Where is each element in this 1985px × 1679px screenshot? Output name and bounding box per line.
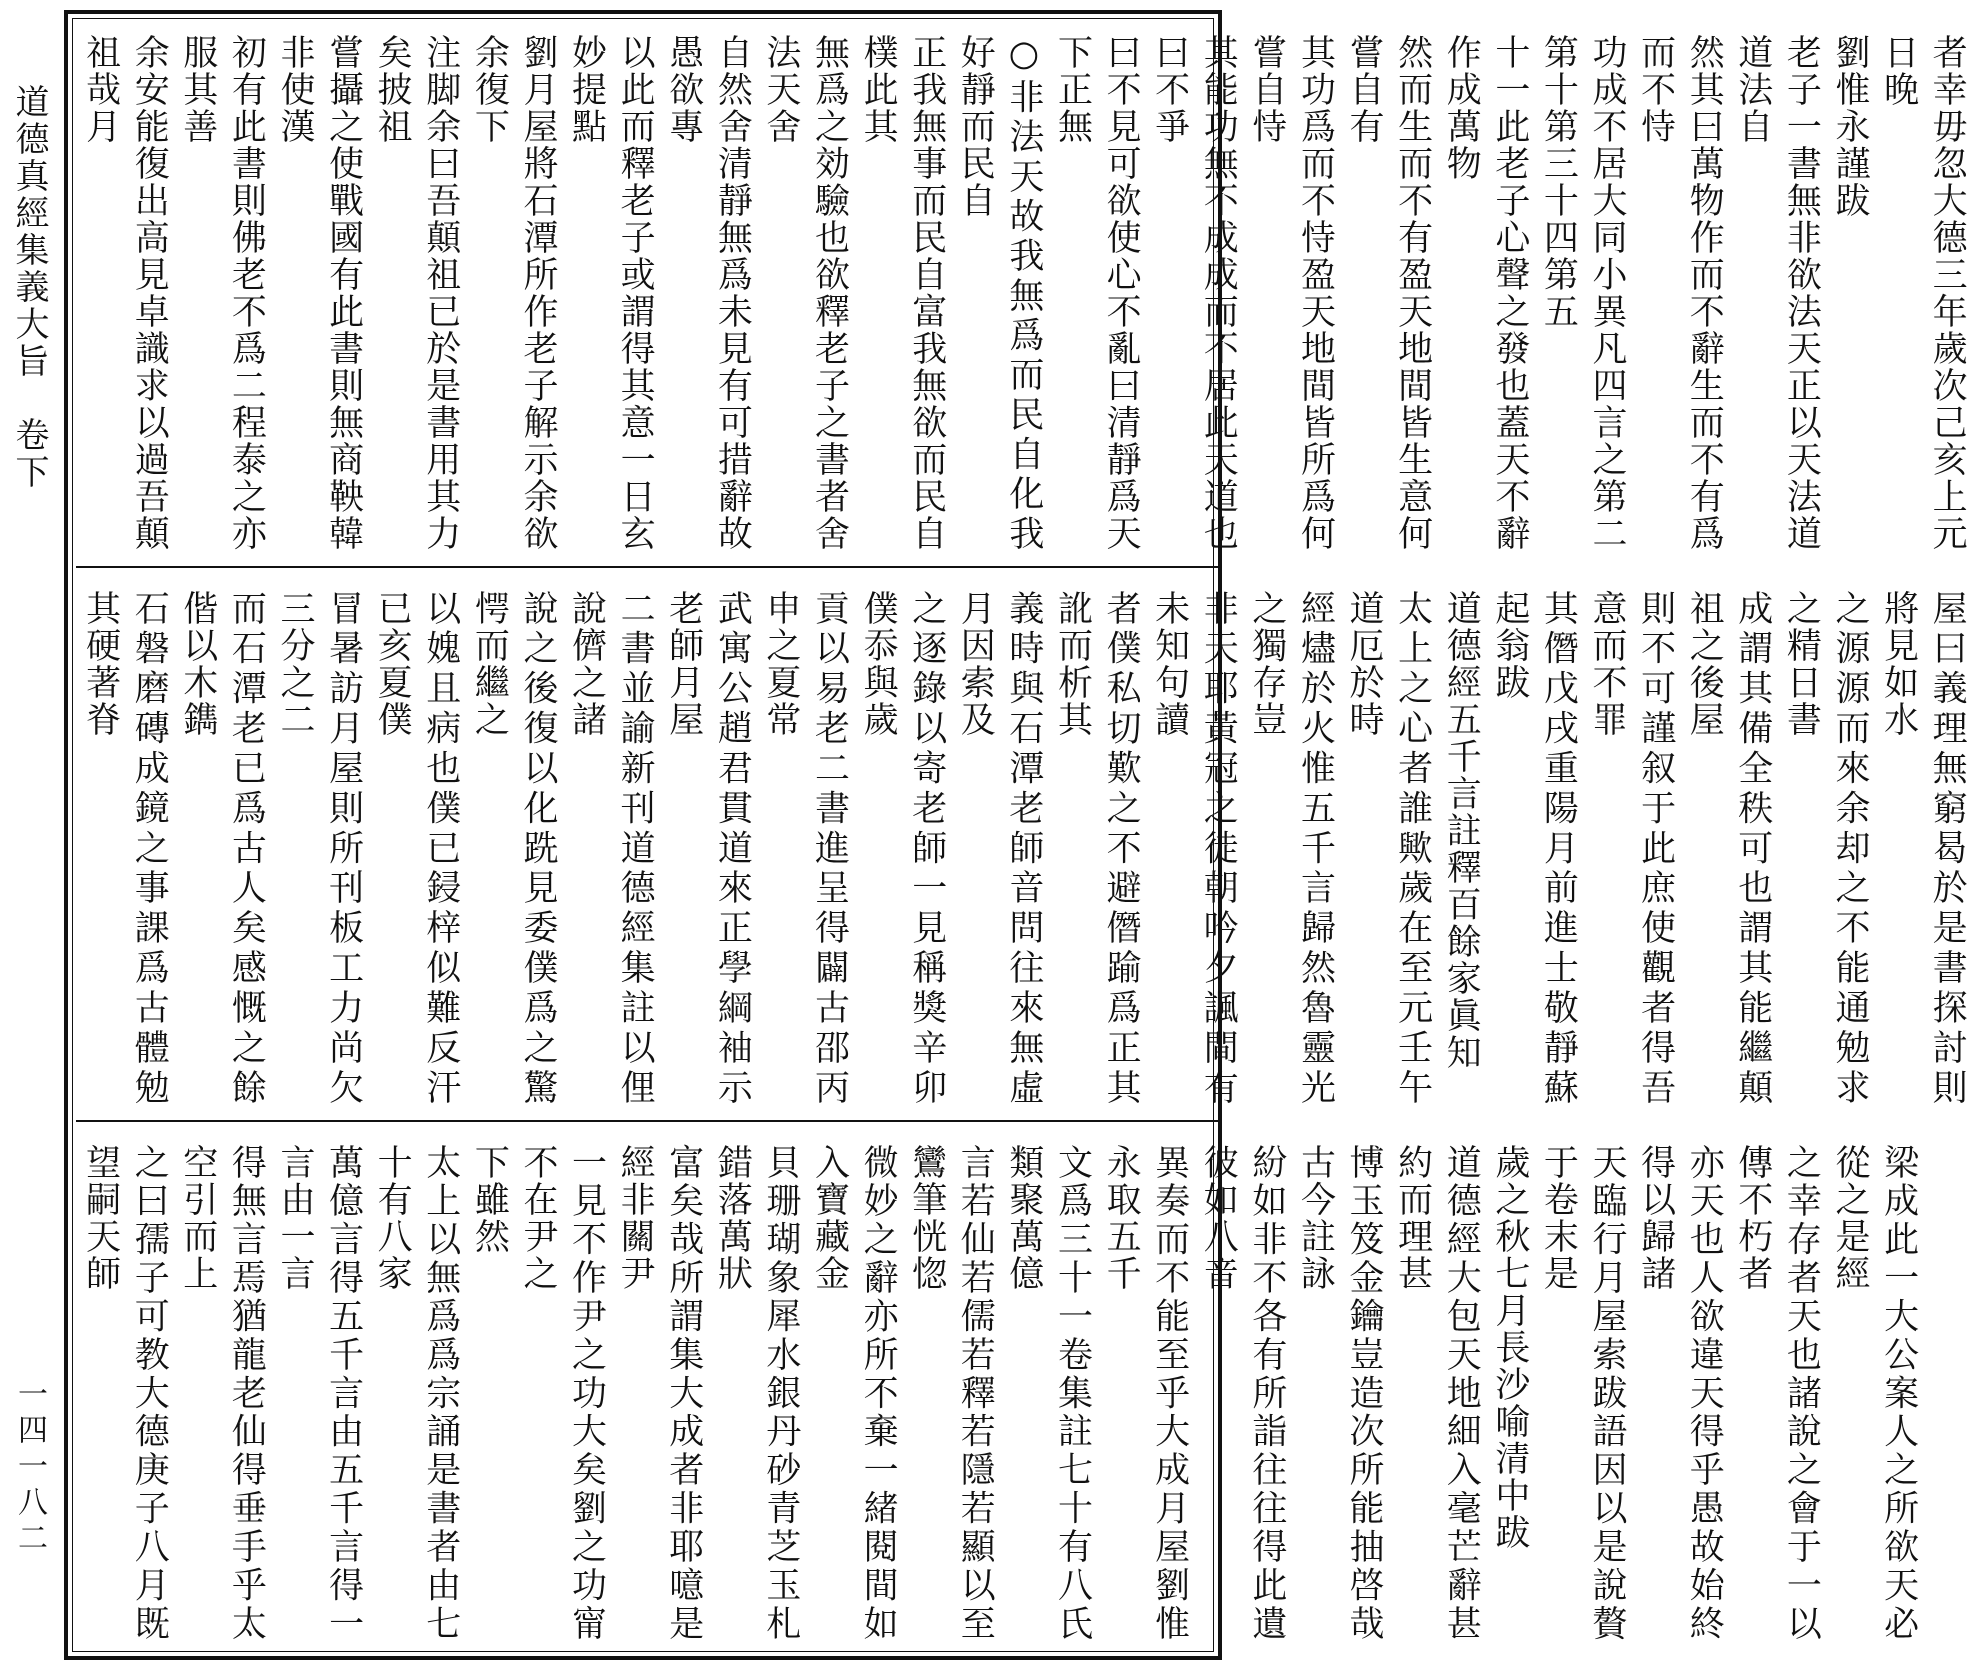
text-column: 武寓公趙君貫道來正學綱袖示老師月屋 — [663, 590, 753, 1106]
register-middle-text — [76, 576, 1985, 1114]
text-column: 無爲之効驗也欲釋老子之書者舍法天舍 — [760, 34, 850, 552]
text-column: 然而生而不有盈天地間皆生意何嘗自有 — [1344, 34, 1433, 552]
text-column: 微妙之辭亦所不棄一緒閱間如入寶藏金 — [809, 1144, 899, 1642]
text-column: 正我無事而民自富我無欲而民自樸此其 — [858, 34, 947, 552]
text-column: 博玉笈金鑰豈造次所能抽啓哉古今註詠 — [1295, 1144, 1385, 1642]
register-bottom — [76, 1130, 1919, 1650]
text-column: 道德經大包天地細入毫芒辭甚約而理甚 — [1392, 1144, 1482, 1642]
text-column: 太上之心者誰歟歲在至元壬午道厄於時 — [1344, 590, 1433, 1106]
text-column: 非天耶黃冠之徒朝吟夕諷間有未知句讀 — [1149, 590, 1239, 1106]
register-middle — [76, 576, 1968, 1114]
text-column: 石磐磨磚成鏡之事課爲古體勉其硬著脊 — [80, 590, 170, 1106]
text-column: 以此而釋老子或謂得其意一日玄妙提點 — [566, 34, 656, 552]
text-column: 老子一書無非欲法天正以天法道道法自 — [1732, 34, 1822, 552]
register-top-text — [76, 20, 1985, 560]
text-column: 天臨行月屋索跋語因以是說贅于卷末是 — [1538, 1144, 1627, 1642]
text-column: 注脚余曰吾顛祖已於是書用其力矣披祖 — [372, 34, 461, 552]
text-column: 說之後復以化跣見委僕爲之驚愕而繼之 — [469, 590, 558, 1106]
text-column: 冒暑訪月屋則所刊板工力尚欠三分之二 — [274, 590, 364, 1106]
text-column: 之源源而來余却之不能通勉求之精日書 — [1781, 590, 1870, 1106]
text-column: 初有此書則佛老不爲二程泰之亦服其善 — [177, 34, 267, 552]
text-column: 其功爲而不恃盈天地間皆所爲何嘗自恃 — [1246, 34, 1336, 552]
text-column: 梁成此一大公案人之所欲天必從之是經 — [1829, 1144, 1919, 1642]
text-column: 義時與石潭老師音問往來無虛月因索及 — [955, 590, 1044, 1106]
text-column: 而石潭老已爲古人矣感慨之餘偕以木鐫 — [177, 590, 267, 1106]
page-frame — [64, 10, 1968, 1660]
text-column: 異奏而不能至乎大成月屋劉惟永取五千 — [1101, 1144, 1190, 1642]
register-divider — [76, 566, 1218, 568]
text-column: 貢以易老二書進呈得闢古邵丙申之夏常 — [760, 590, 850, 1106]
text-column: 劉惟永謹跋 — [1829, 34, 1870, 219]
register-top — [76, 20, 1968, 560]
text-column: 則不可謹叙于此庶使觀者得吾意而不罪 — [1587, 590, 1676, 1106]
text-column: 之幸存者天也諸說之會于一以傳不朽者 — [1732, 1144, 1822, 1642]
text-column: 萬億言得五千言由五千言得一言由一言 — [274, 1144, 364, 1642]
text-column: 劉月屋將石潭所作老子解示余欲余復下 — [469, 34, 558, 552]
register-bottom-text — [76, 1130, 1937, 1650]
text-column: 道德經五千言註釋百餘家眞知 — [1441, 590, 1482, 1071]
text-column: 富矣哉所謂集大成者非耶噫是經非關尹 — [615, 1144, 704, 1642]
text-column: 嘗攝之使戰國有此書則無商鞅韓非使漢 — [274, 34, 364, 552]
text-column: 十一此老子心聲之發也蓋天不辭作成萬物 — [1441, 34, 1530, 552]
text-column: 得無言焉猶龍老仙得垂手乎太空引而上 — [177, 1144, 267, 1642]
text-column: 貝珊瑚象犀水銀丹砂青芝玉札錯落萬狀 — [712, 1144, 801, 1642]
text-column: 下雖然 — [469, 1144, 510, 1255]
text-column: 紛如非不各有所詣往往得此遺彼如八音 — [1198, 1144, 1287, 1642]
register-divider — [76, 1120, 1218, 1122]
text-column: 太上以無爲爲宗誦是書者由七十有八家 — [372, 1144, 461, 1642]
text-column: ○非法天故我無爲而民自化我好靜而民自 — [955, 34, 1044, 552]
text-column: 之曰孺子可教大德庚子八月既望嗣天師 — [80, 1144, 170, 1642]
text-column: 之逐錄以寄老師一見稱獎辛卯僕忝與歲 — [858, 590, 947, 1106]
text-column: 二書並諭新刊道德經集註以俚說儕之諸 — [566, 590, 656, 1106]
text-column: 以媿且病也僕已鋟梓似難反汗已亥夏僕 — [372, 590, 461, 1106]
text-column: 歲之秋七月長沙喻清中跋 — [1489, 1144, 1530, 1551]
text-column: 一見不作尹之功大矣劉之功甯不在尹之 — [517, 1144, 607, 1642]
text-column: 成謂其備全秩可也謂其能繼顛祖之後屋 — [1684, 590, 1773, 1106]
text-column: 屋曰義理無窮曷於是書探討則將見如水 — [1878, 590, 1968, 1106]
text-column: 者僕私切歎之不避僭踰爲正其訛而析其 — [1052, 590, 1142, 1106]
text-column: 言若仙若儒若釋若隱若顯以至鸞筆恍惚 — [906, 1144, 996, 1642]
text-column: 其能功無不成成而不居此天道也曰不爭 — [1149, 34, 1239, 552]
text-column: 功成不居大同小異凡四言之第二第十第三十四第五 — [1538, 34, 1627, 552]
text-column: 者幸毋忽大德三年歲次己亥上元日晚 — [1878, 34, 1968, 552]
text-column: 經燼於火惟五千言歸然魯靈光之獨存豈 — [1246, 590, 1336, 1106]
margin-book-title: 道德真經集義大旨 卷下 — [9, 84, 49, 491]
margin-page-number: 一四一八二 — [12, 1378, 47, 1558]
text-column: 余安能復出高見卓識求以過吾顛祖哉月 — [80, 34, 170, 552]
text-column: 亦天也人欲違天得乎愚故始終得以歸諸 — [1635, 1144, 1725, 1642]
text-column: 曰不見可欲使心不亂曰清靜爲天下正無 — [1052, 34, 1142, 552]
text-column: 文爲三十一卷集註七十有八氏類聚萬億 — [1003, 1144, 1093, 1642]
text-column: 其僭戊戌重陽月前進士敬靜蘇起翁跋 — [1489, 590, 1579, 1106]
text-column: 然其曰萬物作而不辭生而不有爲而不恃 — [1635, 34, 1725, 552]
text-column: 自然舍清靜無爲未見有可措辭故愚欲專 — [663, 34, 753, 552]
